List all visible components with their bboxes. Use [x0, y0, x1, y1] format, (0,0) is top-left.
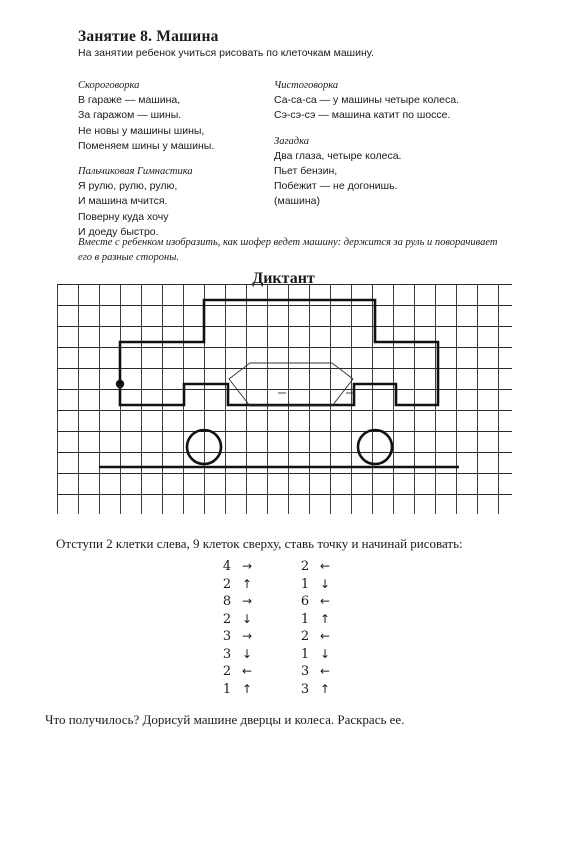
arrow-left-icon: ←	[319, 664, 331, 678]
activity-note: Вместе с ребенком изобразить, как шофер ведет машину: держится за руль и поворачивает его в разные стороны.	[78, 237, 498, 263]
step-count: 1	[300, 611, 310, 627]
step-count: 3	[222, 646, 232, 662]
arrow-down-icon: ↓	[319, 646, 331, 661]
dictation-step	[296, 558, 336, 575]
pure-speech-line: Са-са-са — у машины четыре колеса.	[274, 94, 460, 107]
dictation-step	[218, 628, 258, 645]
tongue-twister-line: Поменяем шины у машины.	[78, 139, 215, 152]
dictation-step	[296, 663, 336, 680]
dictation-step	[218, 558, 258, 575]
pure-speech-line: Сэ-сэ-сэ — машина катит по шоссе.	[274, 109, 451, 122]
dictation-instruction: Отступи 2 клетки слева, 9 клеток сверху, ставь точку и начинай рисовать:	[56, 536, 463, 551]
dictation-step	[218, 576, 258, 593]
dictation-step	[218, 663, 258, 680]
riddle-header: Загадка	[274, 135, 310, 147]
page-subtitle: На занятии ребенок учиться рисовать по клеточкам машину.	[78, 47, 374, 59]
dictation-step	[296, 611, 336, 628]
grid-lines	[57, 284, 512, 514]
arrow-left-icon: ←	[319, 629, 331, 643]
step-count: 2	[222, 664, 232, 679]
step-count: 8	[222, 594, 232, 609]
tongue-twister-header: Скороговорка	[78, 80, 140, 91]
finger-gym-header: Пальчиковая Гимнастика	[78, 166, 193, 178]
start-point	[116, 380, 124, 388]
finger-gym-line: И машина мчится.	[78, 195, 168, 208]
dictation-grid	[57, 284, 512, 514]
riddle-line: Побежит — не догонишь.	[274, 180, 398, 193]
rear-wheel	[358, 430, 392, 464]
left-column	[78, 78, 268, 240]
step-count: 2	[300, 559, 310, 574]
car-window	[229, 363, 354, 406]
arrow-left-icon: ←	[319, 594, 331, 608]
dictation-step	[296, 681, 336, 698]
step-count: 2	[222, 576, 232, 592]
arrow-up-icon: ↑	[319, 681, 331, 696]
dictation-step	[296, 646, 336, 663]
step-count: 3	[300, 664, 310, 679]
finger-gym-line: Я рулю, рулю, рулю,	[78, 180, 178, 193]
arrow-left-icon: ←	[319, 559, 331, 573]
step-count: 3	[222, 629, 232, 644]
arrow-right-icon: →	[241, 559, 253, 573]
final-question: Что получилось? Дорисуй машине дверцы и колеса. Раскрась ее.	[45, 712, 405, 727]
step-count: 1	[300, 646, 310, 662]
riddle-line: Два глаза, четыре колеса.	[274, 149, 402, 162]
tongue-twister-line: Не новы у машины шины,	[78, 124, 205, 137]
front-wheel	[187, 430, 221, 464]
dictation-step	[296, 628, 336, 645]
page-title: Занятие 8. Машина	[78, 28, 219, 45]
dictation-step	[218, 593, 258, 610]
riddle-answer: (машина)	[274, 195, 320, 208]
dictation-step	[218, 681, 258, 698]
arrow-down-icon: ↓	[319, 576, 331, 591]
arrow-down-icon: ↓	[241, 646, 253, 661]
step-count: 6	[300, 594, 310, 609]
dictation-step	[296, 593, 336, 610]
car-drawing	[99, 300, 459, 467]
tongue-twister-line: В гараже — машина,	[78, 94, 181, 107]
riddle-line: Пьет бензин,	[274, 165, 338, 178]
finger-gym-line: Поверну куда хочу	[78, 210, 169, 223]
step-count: 2	[300, 629, 310, 644]
finger-gym-line: И доеду быстро.	[78, 225, 159, 238]
right-column	[274, 78, 504, 210]
dictation-step	[218, 646, 258, 663]
step-count: 3	[300, 681, 310, 697]
step-count: 2	[222, 611, 232, 627]
step-count: 1	[222, 681, 232, 697]
pure-speech-header: Чистоговорка	[274, 80, 339, 91]
arrow-left-icon: ←	[241, 664, 253, 678]
step-count: 1	[300, 576, 310, 592]
step-count: 4	[222, 559, 232, 574]
arrow-down-icon: ↓	[241, 611, 253, 626]
dictation-step	[296, 576, 336, 593]
tongue-twister-line: За гаражом — шины.	[78, 109, 182, 122]
dictation-step	[218, 611, 258, 628]
dictation-title: Диктант	[252, 270, 315, 287]
arrow-up-icon: ↑	[241, 576, 253, 591]
arrow-up-icon: ↑	[319, 611, 331, 626]
arrow-right-icon: →	[241, 629, 253, 643]
arrow-up-icon: ↑	[241, 681, 253, 696]
dictation-steps	[200, 558, 380, 700]
arrow-right-icon: →	[241, 594, 253, 608]
